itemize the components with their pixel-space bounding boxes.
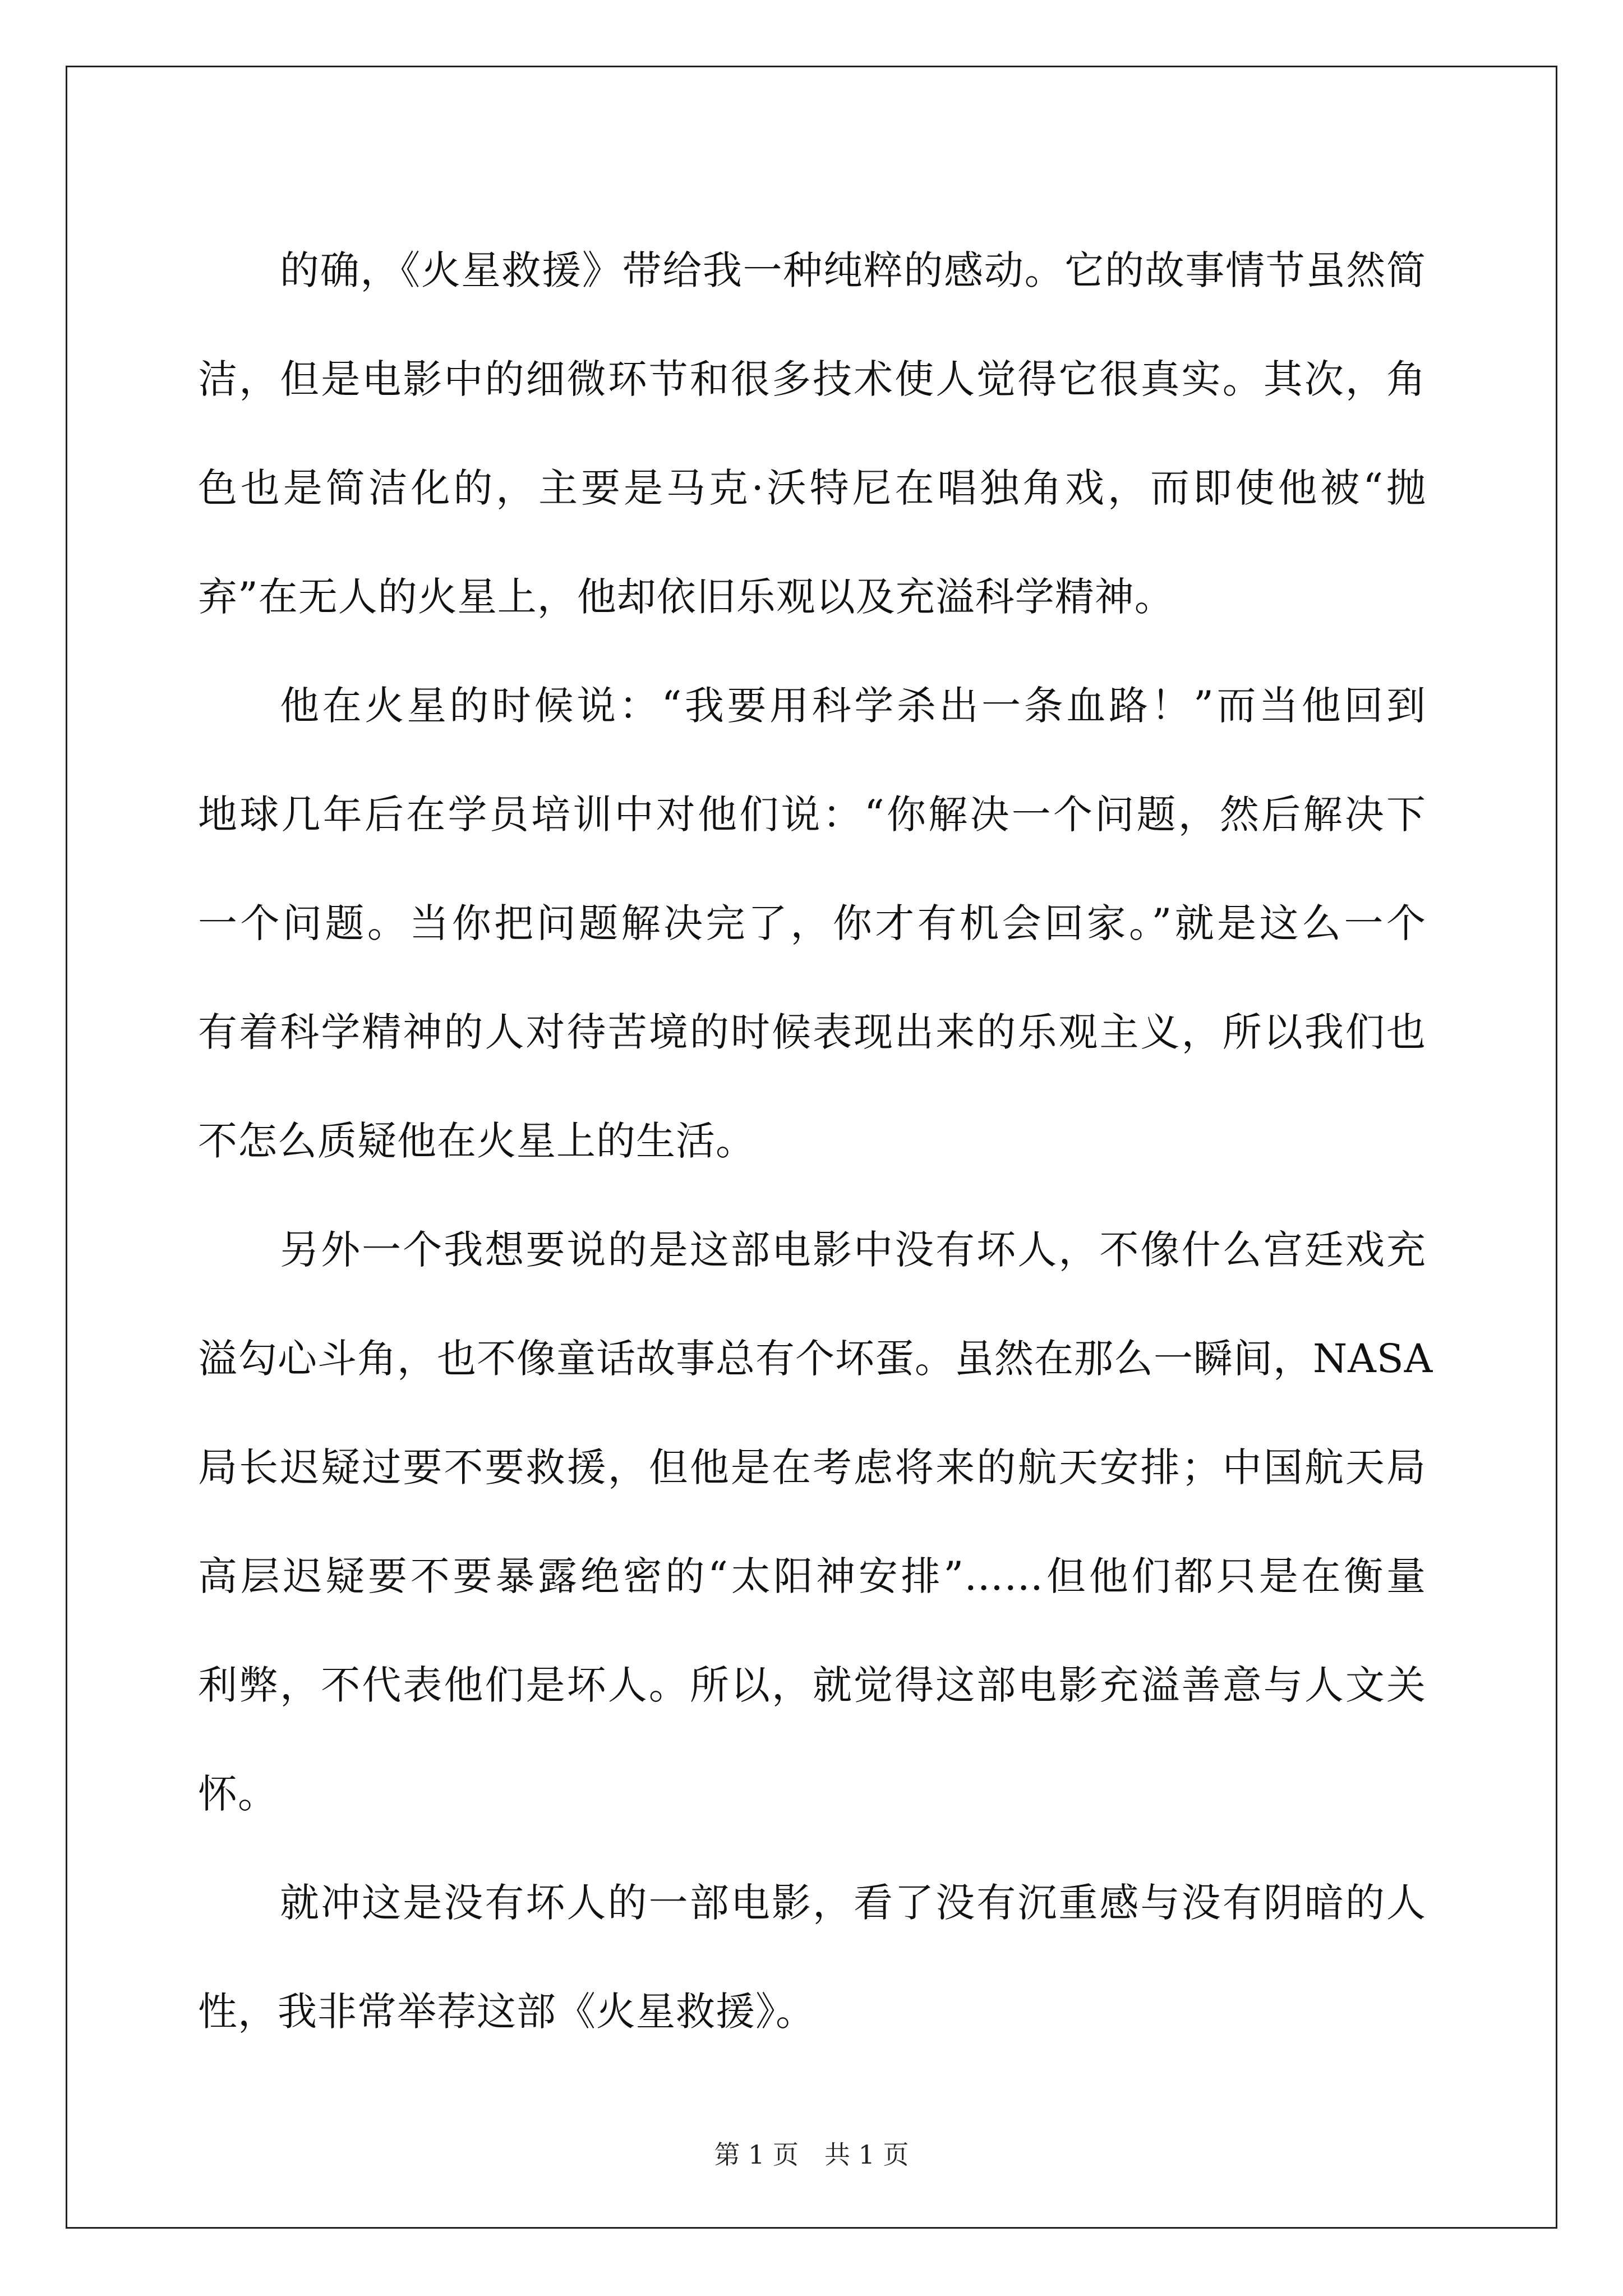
text-line: 另外一个我想要说的是这部电影中没有坏人，不像什么宫廷戏充: [280, 1227, 1426, 1273]
text-line: 弃”在无人的火星上，他却依旧乐观以及充溢科学精神。: [198, 574, 1174, 620]
text-line: 的确，《火星救援》带给我一种纯粹的感动。它的故事情节虽然简: [280, 247, 1426, 293]
text-line: 溢勾心斗角，也不像童话故事总有个坏蛋。虽然在那么一瞬间，NASA: [198, 1336, 1433, 1382]
paragraph-4: [198, 1848, 1426, 2066]
text-line: 不怎么质疑他在火星上的生活。: [198, 1118, 755, 1164]
paragraph-3: [198, 1195, 1433, 1848]
paragraph-1: [198, 216, 1426, 651]
text-line: 性，我非常举荐这部《火星救援》。: [198, 1989, 815, 2035]
text-line: 有着科学精神的人对待苦境的时候表现出来的乐观主义，所以我们也: [198, 1009, 1426, 1055]
document-body: [198, 216, 1433, 2066]
text-line: 怀。: [198, 1771, 278, 1817]
paragraph-2: [198, 651, 1426, 1195]
text-line: 地球几年后在学员培训中对他们说：“你解决一个问题，然后解决下: [198, 792, 1426, 838]
text-line: 利弊，不代表他们是坏人。所以，就觉得这部电影充溢善意与人文关: [198, 1662, 1426, 1708]
text-line: 洁，但是电影中的细微环节和很多技术使人觉得它很真实。其次，角: [198, 356, 1426, 402]
text-line: 局长迟疑过要不要救援，但他是在考虑将来的航天安排；中国航天局: [198, 1444, 1426, 1490]
text-line: 他在火星的时候说：“我要用科学杀出一条血路！”而当他回到: [280, 683, 1426, 729]
text-line: 高层迟疑要不要暴露绝密的“太阳神安排”……但他们都只是在衡量: [198, 1553, 1426, 1599]
text-line: 色也是简洁化的，主要是马克·沃特尼在唱独角戏，而即使他被“抛: [198, 465, 1426, 511]
text-line: 一个问题。当你把问题解决完了，你才有机会回家。”就是这么一个: [198, 900, 1426, 946]
text-line: 就冲这是没有坏人的一部电影，看了没有沉重感与没有阴暗的人: [280, 1880, 1426, 1926]
page-number-footer: 第 1 页 共 1 页: [714, 2139, 909, 2170]
